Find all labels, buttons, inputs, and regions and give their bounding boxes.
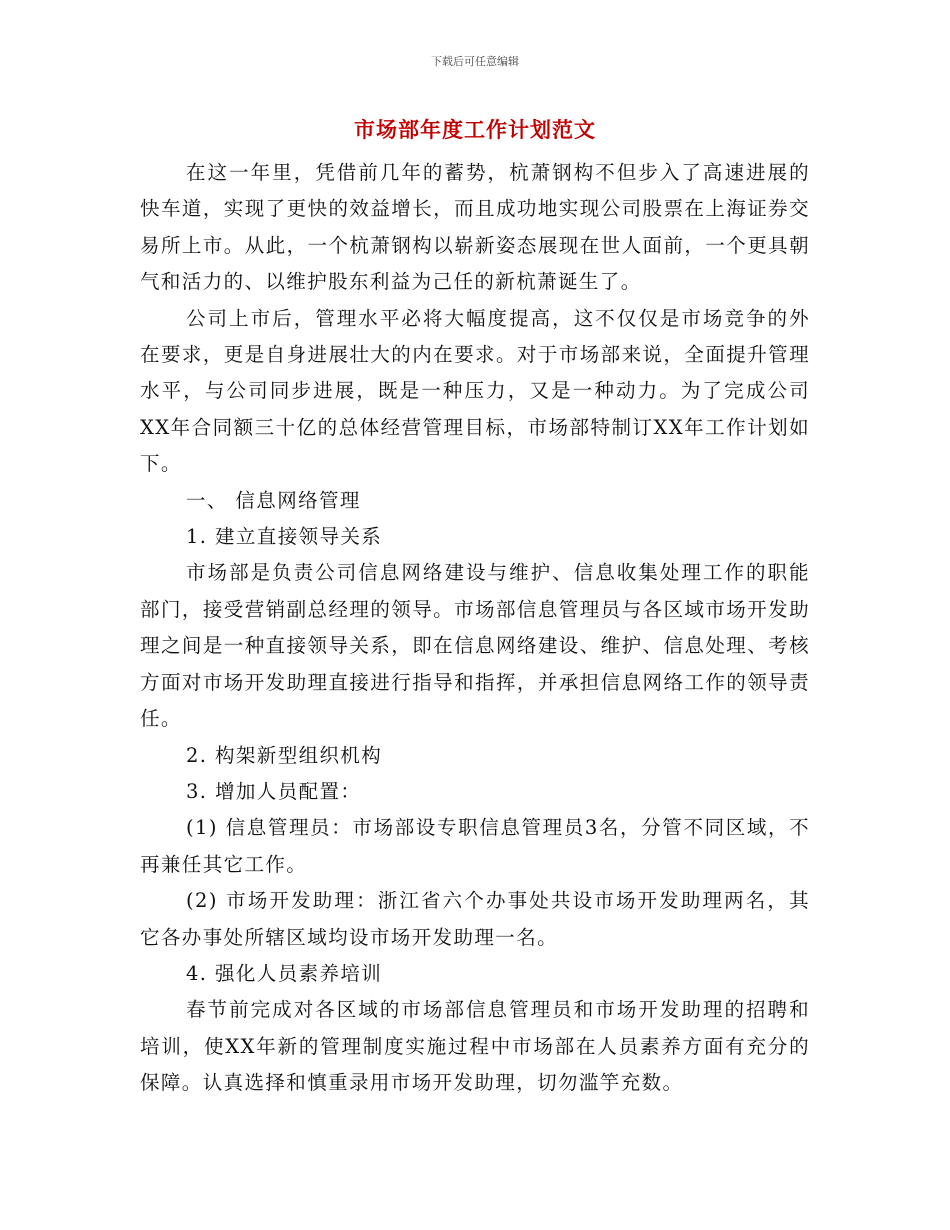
section-heading-1: 一、 信息网络管理 xyxy=(186,488,361,512)
subheading-2: 2. 构架新型组织机构 xyxy=(186,743,383,767)
subheading-1: 1. 建立直接领导关系 xyxy=(186,525,383,549)
document-title: 市场部年度工作计划范文 xyxy=(354,117,596,142)
paragraph-department: 市场部是负责公司信息网络建设与维护、信息收集处理工作的职能部门，接受营销副总经理的领导。市场部信息管理员与各区域市场开发助理之间是一种直接领导关系，即在信息网络建设、维护、信息处理、考核方面对市场开发助理直接进行指导和指挥，并承担信息网络工作的领导责任。 xyxy=(140,561,810,731)
subheading-3: 3. 增加人员配置： xyxy=(186,779,362,803)
header-note: 下载后可任意编辑 xyxy=(431,55,519,68)
paragraph-intro: 在这一年里，凭借前几年的蓄势，杭萧钢构不但步入了高速进展的快车道，实现了更快的效益增长，而且成功地实现公司股票在上海证券交易所上市。从此，一个杭萧钢构以崭新姿态展现在世人面前，一个更具朝气和活力的、以维护股东利益为己任的新杭萧诞生了。 xyxy=(140,161,810,294)
paragraph-training: 春节前完成对各区域的市场部信息管理员和市场开发助理的招聘和培训，使XX年新的管理制度实施过程中市场部在人员素养方面有充分的保障。认真选择和慎重录用市场开发助理，切勿滥竽充数。 xyxy=(140,998,810,1095)
paragraph-listing: 公司上市后，管理水平必将大幅度提高，这不仅仅是市场竞争的外在要求，更是自身进展壮大的内在要求。对于市场部来说，全面提升管理水平，与公司同步进展，既是一种压力，又是一种动力。为了完成公司XX年合同额三十亿的总体经营管理目标，市场部特制订XX年工作计划如下。 xyxy=(140,306,810,476)
subheading-4: 4. 强化人员素养培训 xyxy=(186,961,383,985)
list-item-2: (2) 市场开发助理：浙江省六个办事处共设市场开发助理两名，其它各办事处所辖区域均设市场开发助理一名。 xyxy=(140,889,810,949)
list-item-1: (1) 信息管理员：市场部设专职信息管理员3名，分管不同区域，不再兼任其它工作。 xyxy=(140,816,810,876)
document-body xyxy=(140,155,810,1102)
